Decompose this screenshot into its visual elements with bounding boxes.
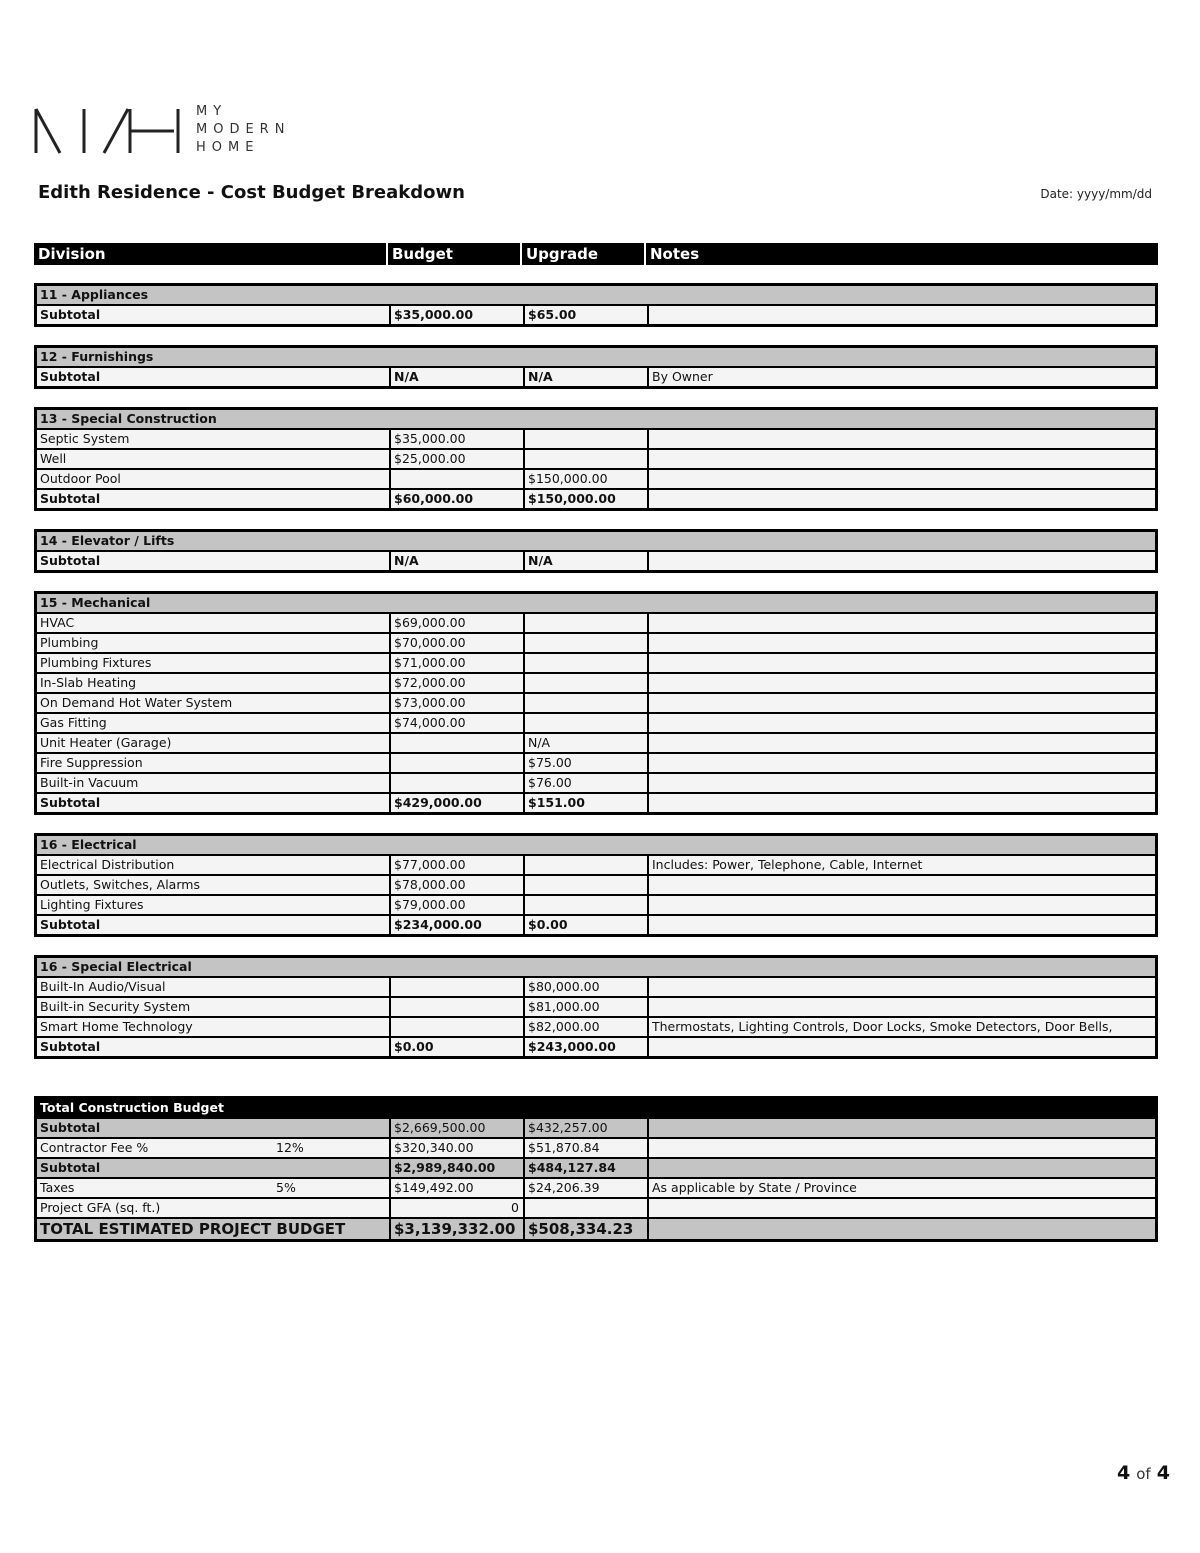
section-heading: 13 - Special Construction bbox=[37, 410, 1155, 428]
line-item-row: Fire Suppression $75.00 bbox=[37, 752, 1155, 772]
line-item-row: Unit Heater (Garage) N/A bbox=[37, 732, 1155, 752]
company-logo bbox=[34, 104, 290, 156]
column-upgrade: Upgrade bbox=[522, 243, 646, 265]
line-item-row: Outdoor Pool $150,000.00 bbox=[37, 468, 1155, 488]
section-heading: 12 - Furnishings bbox=[37, 348, 1155, 366]
line-item-row: Built-in Vacuum $76.00 bbox=[37, 772, 1155, 792]
taxes-row: Taxes 5% $149,492.00 $24,206.39 As applicable by State / Province bbox=[37, 1177, 1155, 1197]
subtotal-row: Subtotal $429,000.00 $151.00 bbox=[37, 792, 1155, 812]
line-item-row: Built-In Audio/Visual $80,000.00 bbox=[37, 976, 1155, 996]
budget-section bbox=[34, 283, 1158, 327]
column-budget: Budget bbox=[388, 243, 522, 265]
section-heading: 16 - Special Electrical bbox=[37, 958, 1155, 976]
contractor-fee-row: Contractor Fee % 12% $320,340.00 $51,870.84 bbox=[37, 1137, 1155, 1157]
total-section-title: Total Construction Budget bbox=[37, 1099, 1155, 1117]
column-header-row bbox=[34, 243, 1158, 265]
column-division: Division bbox=[34, 243, 388, 265]
line-item-row: HVAC $69,000.00 bbox=[37, 612, 1155, 632]
line-item-row: Lighting Fixtures $79,000.00 bbox=[37, 894, 1155, 914]
subtotal-row: Subtotal $35,000.00 $65.00 bbox=[37, 304, 1155, 324]
subtotal-row: Subtotal N/A N/A By Owner bbox=[37, 366, 1155, 386]
total-construction-budget bbox=[34, 1096, 1158, 1242]
subtotal-row: Subtotal $234,000.00 $0.00 bbox=[37, 914, 1155, 934]
section-heading: 16 - Electrical bbox=[37, 836, 1155, 854]
section-heading: 14 - Elevator / Lifts bbox=[37, 532, 1155, 550]
page-number: 4 of 4 bbox=[1116, 1462, 1170, 1484]
line-item-row: Plumbing $70,000.00 bbox=[37, 632, 1155, 652]
column-notes: Notes bbox=[650, 245, 700, 263]
total-estimated-budget-row: TOTAL ESTIMATED PROJECT BUDGET $3,139,332.00 $508,334.23 bbox=[37, 1217, 1155, 1239]
line-item-row: On Demand Hot Water System $73,000.00 bbox=[37, 692, 1155, 712]
line-item-row: Electrical Distribution $77,000.00 Includes: Power, Telephone, Cable, Internet bbox=[37, 854, 1155, 874]
section-heading: 15 - Mechanical bbox=[37, 594, 1155, 612]
budget-table bbox=[34, 243, 1158, 1242]
date-label: Date: yyyy/mm/dd bbox=[1040, 187, 1152, 201]
line-item-row: Outlets, Switches, Alarms $78,000.00 bbox=[37, 874, 1155, 894]
line-item-row: Gas Fitting $74,000.00 bbox=[37, 712, 1155, 732]
subtotal-row: Subtotal $0.00 $243,000.00 bbox=[37, 1036, 1155, 1056]
subtotal-row: Subtotal N/A N/A bbox=[37, 550, 1155, 570]
line-item-row: Septic System $35,000.00 bbox=[37, 428, 1155, 448]
section-heading: 11 - Appliances bbox=[37, 286, 1155, 304]
subtotal-row: Subtotal $60,000.00 $150,000.00 bbox=[37, 488, 1155, 508]
line-item-row: Built-in Security System $81,000.00 bbox=[37, 996, 1155, 1016]
page-title: Edith Residence - Cost Budget Breakdown bbox=[38, 182, 465, 203]
line-item-row: Smart Home Technology $82,000.00 Thermostats, Lighting Controls, Door Locks, Smoke Detectors, Door Bells, bbox=[37, 1016, 1155, 1036]
totals-subtotal-with-fee-row: Subtotal $2,989,840.00 $484,127.84 bbox=[37, 1157, 1155, 1177]
budget-section bbox=[34, 955, 1158, 1059]
line-item-row: Well $25,000.00 bbox=[37, 448, 1155, 468]
line-item-row: Plumbing Fixtures $71,000.00 bbox=[37, 652, 1155, 672]
totals-subtotal-row: Subtotal $2,669,500.00 $432,257.00 bbox=[37, 1117, 1155, 1137]
budget-section bbox=[34, 591, 1158, 815]
logo-wordmark: MY MODERN HOME bbox=[196, 104, 291, 155]
budget-section bbox=[34, 529, 1158, 573]
line-item-row: In-Slab Heating $72,000.00 bbox=[37, 672, 1155, 692]
project-gfa-row: Project GFA (sq. ft.) 0 bbox=[37, 1197, 1155, 1217]
budget-section bbox=[34, 833, 1158, 937]
budget-section bbox=[34, 345, 1158, 389]
mmh-logo-icon bbox=[34, 105, 184, 155]
budget-section bbox=[34, 407, 1158, 511]
